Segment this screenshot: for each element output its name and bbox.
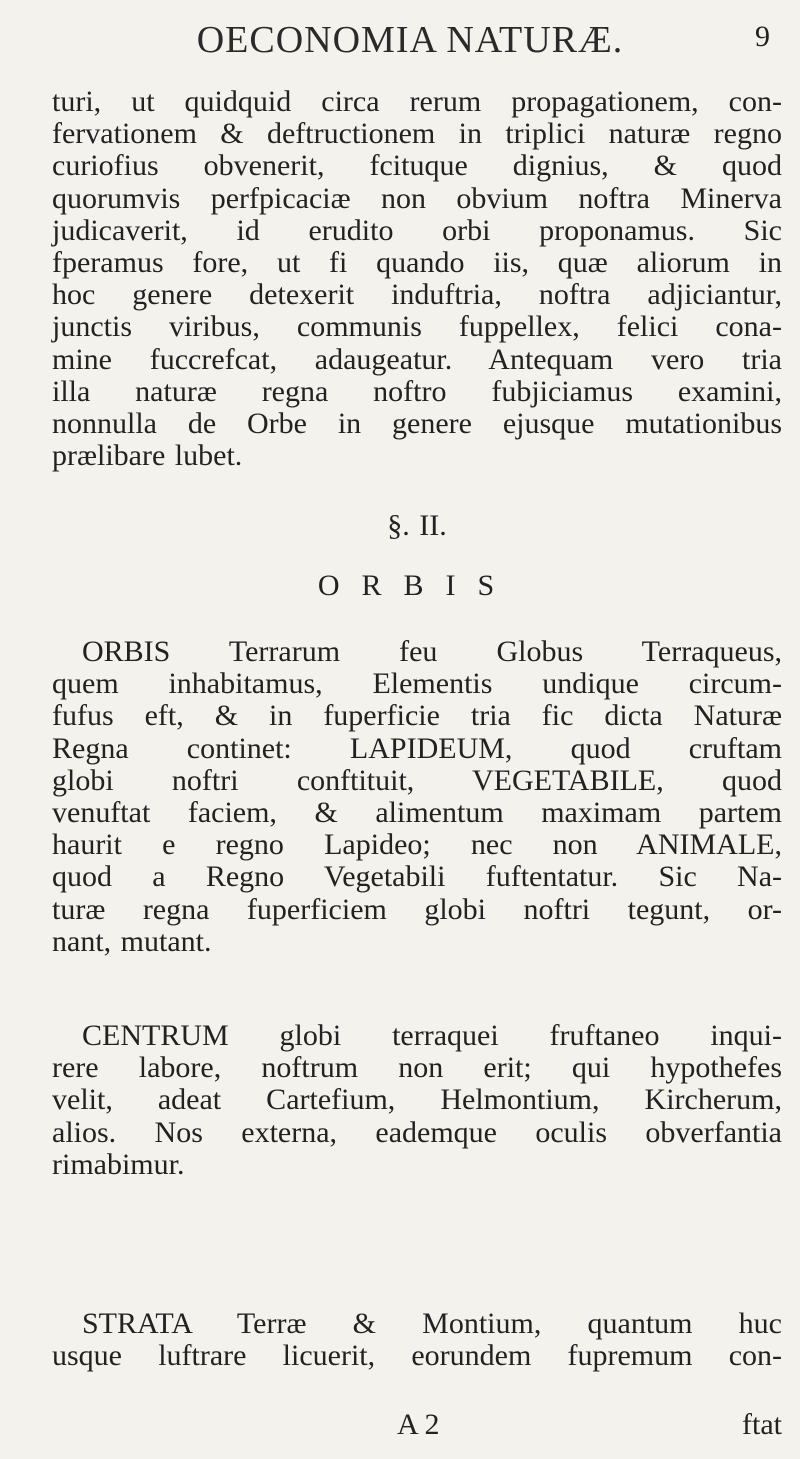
text-line: quod a Regno Vegetabili fuftentatur. Sic Na-	[52, 860, 782, 894]
section-label: §. II.	[387, 509, 447, 542]
text-line: mine fuccrefcat, adaugeatur. Antequam vero tria	[52, 342, 782, 376]
text-line: turæ regna fuperficiem globi noftri tegunt, or-	[52, 892, 782, 926]
text-line: turi, ut quidquid circa rerum propagationem, con-	[52, 85, 782, 118]
text-line: venuftat faciem, & alimentum maximam partem	[52, 795, 782, 829]
text-line: Regna continet: LAPIDEUM, quod cruftam	[52, 731, 782, 765]
text-line: illa naturæ regna noftro fubjiciamus examini,	[52, 374, 782, 408]
section-number	[52, 510, 782, 542]
page-footer	[52, 1408, 782, 1448]
text-line: CENTRUM globi terraquei fruftaneo inqui-	[82, 1019, 782, 1052]
heading-text: ORBIS	[317, 569, 517, 602]
text-line: velit, adeat Cartefium, Helmontium, Kircherum,	[52, 1083, 782, 1117]
text-line: rere labore, noftrum non erit; qui hypothefes	[52, 1051, 782, 1085]
text-line: quorumvis perfpicaciæ non obvium noftra Minerva	[52, 181, 782, 215]
paragraph-1	[52, 86, 782, 472]
text-line: globi noftri conftituit, VEGETABILE, quod	[52, 763, 782, 797]
running-title: OECONOMIA NATURÆ.	[196, 19, 624, 61]
paragraph-2	[52, 636, 782, 958]
text-line: nant, mutant.	[52, 924, 212, 958]
text-line: curiofius obvenerit, fcituque dignius, & quod	[52, 149, 782, 183]
text-line: prælibare lubet.	[52, 439, 243, 473]
paragraph-4	[52, 1308, 782, 1372]
text-line: quem inhabitamus, Elementis undique circum-	[52, 667, 782, 701]
text-line: hoc genere detexerit induftria, noftra adjiciantur,	[52, 278, 782, 312]
section-heading	[52, 570, 782, 602]
text-line: fufus eft, & in fuperficie tria fic dicta Naturæ	[52, 699, 782, 733]
text-line: junctis viribus, communis fuppellex, felici cona-	[52, 310, 782, 344]
text-line: fervationem & deftructionem in triplici naturæ regno	[52, 117, 782, 151]
text-line: fperamus fore, ut fi quando iis, quæ aliorum in	[52, 245, 782, 279]
text-line: rimabimur.	[52, 1147, 185, 1181]
text-line: haurit e regno Lapideo; nec non ANIMALE,	[52, 828, 782, 862]
text-line: usque luftrare licuerit, eorundem fupremum con-	[52, 1339, 782, 1373]
text-line: nonnulla de Orbe in genere ejusque mutationibus	[52, 406, 782, 440]
paragraph-3	[52, 1020, 782, 1181]
signature-mark: A 2	[397, 1408, 440, 1441]
text-line: STRATA Terræ & Montium, quantum huc	[82, 1307, 782, 1340]
text-line: ORBIS Terrarum feu Globus Terraqueus,	[82, 635, 782, 668]
page-number: 9	[755, 20, 770, 53]
text-line: judicaverit, id erudito orbi proponamus. Sic	[52, 213, 782, 247]
text-line: alios. Nos externa, eademque oculis obverfantia	[52, 1115, 782, 1149]
catchword: ftat	[742, 1408, 782, 1441]
